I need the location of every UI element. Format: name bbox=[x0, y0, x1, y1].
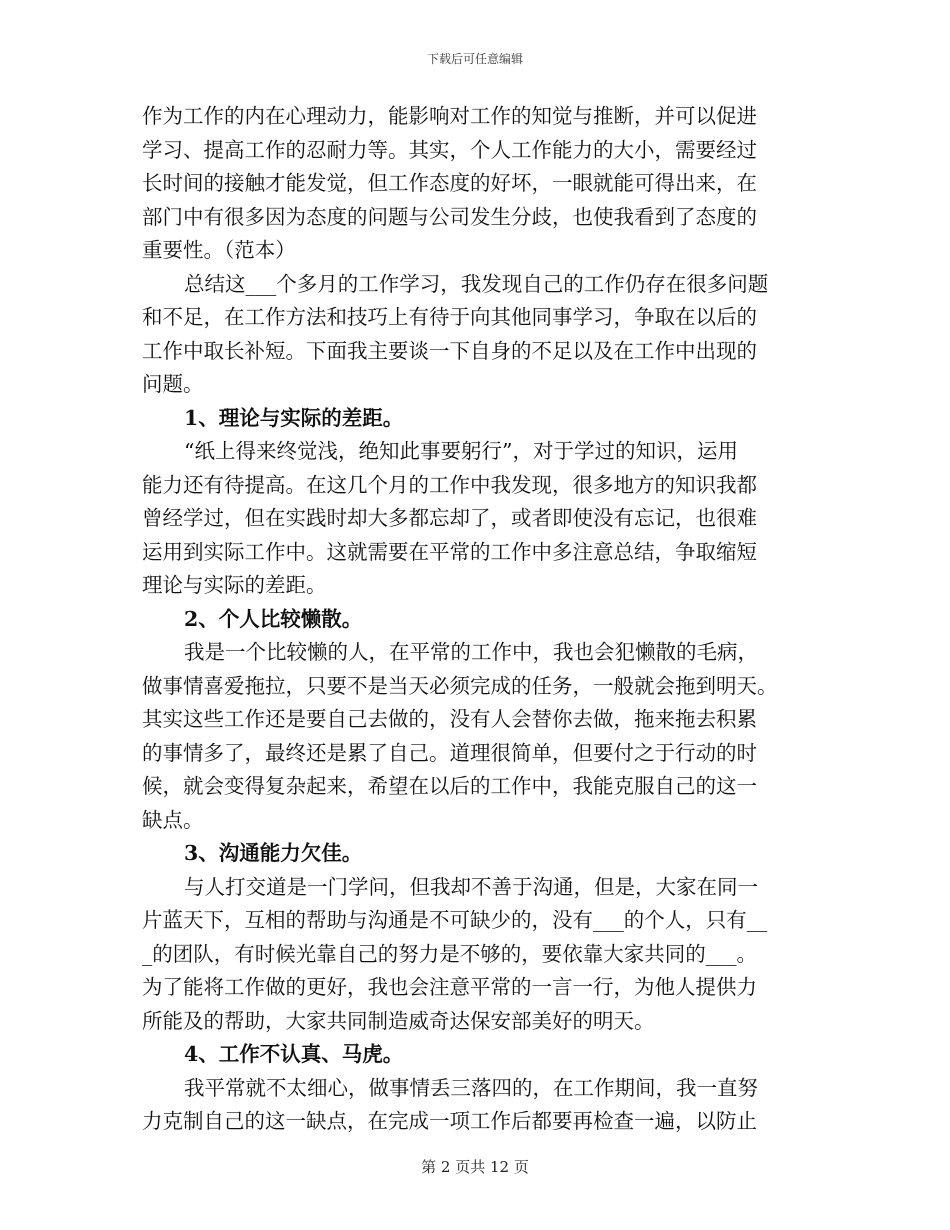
document-body bbox=[142, 100, 808, 1139]
paragraph-line: 总结这___个多月的工作学习，我发现自己的工作仍存在很多问题 bbox=[184, 271, 769, 296]
paragraph-line: 为了能将工作做的更好，我也会注意平常的一言一行，为他人提供力 bbox=[142, 975, 757, 999]
page-footer: 第 2 页共 12 页 bbox=[421, 1158, 529, 1176]
paragraph-line: 的事情多了，最终还是累了自己。道理很简单，但要付之于行动的时 bbox=[142, 740, 757, 765]
paragraph-line: 部门中有很多因为态度的问题与公司发生分歧，也使我看到了态度的 bbox=[142, 204, 757, 229]
paragraph-line: 所能及的帮助，大家共同制造威奇达保安部美好的明天。 bbox=[142, 1008, 655, 1033]
section-heading: 2、个人比较懒散。 bbox=[184, 606, 363, 631]
paragraph-line: _的团队，有时候光靠自己的努力是不够的，要依靠大家共同的___。 bbox=[142, 941, 757, 966]
paragraph-line: 工作中取长补短。下面我主要谈一下自身的不足以及在工作中出现的 bbox=[142, 338, 757, 363]
paragraph-line: 学习、提高工作的忍耐力等。其实，个人工作能力的大小，需要经过 bbox=[142, 137, 757, 162]
paragraph-line: 重要性。（范本） bbox=[142, 238, 296, 262]
paragraph-line: 长时间的接触才能发觉，但工作态度的好坏，一眼就能可得出来，在 bbox=[142, 171, 757, 195]
paragraph-line: 候，就会变得复杂起来，希望在以后的工作中，我能克服自己的这一 bbox=[142, 774, 757, 798]
paragraph-line: 做事情喜爱拖拉，只要不是当天必须完成的任务，一般就会拖到明天。 bbox=[142, 673, 778, 698]
section-heading: 3、沟通能力欠佳。 bbox=[184, 841, 363, 865]
paragraph-line: 与人打交道是一门学问，但我却不善于沟通，但是，大家在同一 bbox=[184, 874, 758, 899]
page-header: 下载后可任意编辑 bbox=[426, 52, 523, 66]
section-heading: 4、工作不认真、马虎。 bbox=[184, 1042, 404, 1066]
paragraph-line: 我是一个比较懒的人，在平常的工作中，我也会犯懒散的毛病， bbox=[184, 640, 758, 664]
paragraph-line: 其实这些工作还是要自己去做的，没有人会替你去做，拖来拖去积累 bbox=[142, 707, 757, 731]
paragraph-line: 问题。 bbox=[142, 372, 204, 396]
paragraph-line: 我平常就不太细心，做事情丢三落四的，在工作期间，我一直努 bbox=[184, 1075, 758, 1100]
paragraph-line: 和不足，在工作方法和技巧上有待于向其他同事学习，争取在以后的 bbox=[142, 305, 757, 329]
section-heading: 1、理论与实际的差距。 bbox=[184, 405, 404, 430]
paragraph-line: 片蓝天下，互相的帮助与沟通是不可缺少的，没有___的个人，只有__ bbox=[142, 908, 768, 932]
paragraph-line: 曾经学过，但在实践时却大多都忘却了，或者即使没有忘记，也很难 bbox=[142, 506, 757, 530]
paragraph-line: 缺点。 bbox=[142, 807, 204, 832]
paragraph-line: 作为工作的内在心理动力，能影响对工作的知觉与推断，并可以促进 bbox=[142, 104, 757, 128]
paragraph-line: “纸上得来终觉浅，绝知此事要躬行”，对于学过的知识，运用 bbox=[184, 439, 738, 463]
paragraph-line: 理论与实际的差距。 bbox=[142, 573, 327, 597]
paragraph-line: 力克制自己的这一缺点，在完成一项工作后都要再检查一遍，以防止 bbox=[142, 1109, 757, 1133]
paragraph-line: 运用到实际工作中。这就需要在平常的工作中多注意总结，争取缩短 bbox=[142, 539, 757, 564]
paragraph-line: 能力还有待提高。在这几个月的工作中我发现，很多地方的知识我都 bbox=[142, 472, 757, 497]
